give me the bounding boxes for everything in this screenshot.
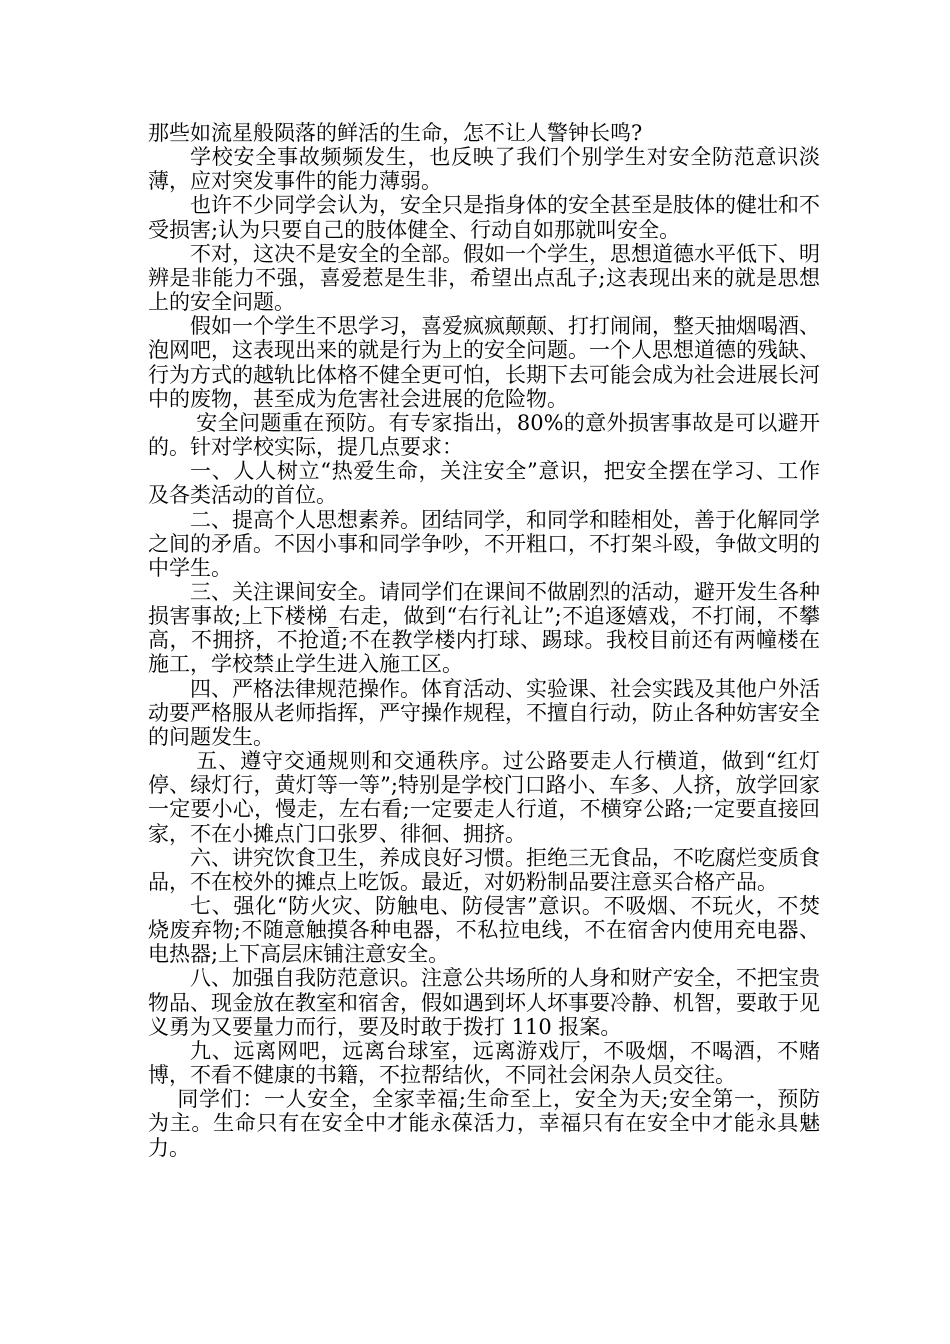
paragraph: 安全问题重在预防。有专家指出，80%的意外损害事故是可以避开的。针对学校实际，提几点要求： [148,410,820,460]
paragraph: 九、远离网吧，远离台球室，远离游戏厅，不吸烟，不喝酒，不赌博，不看不健康的书籍，不拉帮结伙，不同社会闲杂人员交往。 [148,1038,820,1088]
paragraph: 六、讲究饮食卫生，养成良好习惯。拒绝三无食品，不吃腐烂变质食品，不在校外的摊点上吃饭。最近，对奶粉制品要注意买合格产品。 [148,845,820,894]
paragraph: 一、人人树立“热爱生命，关注安全”意识，把安全摆在学习、工作及各类活动的首位。 [148,459,820,508]
paragraph: 七、强化“防火灾、防触电、防侵害”意识。不吸烟、不玩火，不焚烧废弃物;不随意触摸各种电器，不私拉电线，不在宿舍内使用充电器、电热器;上下高层床铺注意安全。 [148,894,820,967]
paragraph: 学校安全事故频频发生，也反映了我们个别学生对安全防范意识淡薄，应对突发事件的能力薄弱。 [148,145,820,194]
paragraph: 也许不少同学会认为，安全只是指身体的安全甚至是肢体的健壮和不受损害;认为只要自己的肢体健全、行动自如那就叫安全。 [148,193,820,242]
paragraph: 假如一个学生不思学习，喜爱疯疯颠颠、打打闹闹，整天抽烟喝酒、泡网吧，这表现出来的就是行为上的安全问题。一个人思想道德的残缺、行为方式的越轨比体格不健全更可怕，长期下去可能会成为社会进展长河中的废物，甚至成为危害社会进展的危险物。 [148,314,820,411]
paragraph: 不对，这决不是安全的全部。假如一个学生，思想道德水平低下、明辨是非能力不强，喜爱惹是生非，希望出点乱子;这表现出来的就是思想上的安全问题。 [148,241,820,315]
paragraph: 二、提高个人思想素养。团结同学，和同学和睦相处，善于化解同学之间的矛盾。不因小事和同学争吵，不开粗口，不打架斗殴，争做文明的中学生。 [148,507,820,580]
paragraph: 同学们：一人安全，全家幸福;生命至上，安全为天;安全第一，预防为主。生命只有在安全中才能永葆活力，幸福只有在安全中才能永具魅力。 [148,1087,820,1160]
document-body [148,121,820,1160]
paragraph: 三、关注课间安全。请同学们在课间不做剧烈的活动，避开发生各种损害事故;上下楼梯_右走，做到“右行礼让”;不追逐嬉戏，不打闹，不攀高，不拥挤，不抢道;不在教学楼内打球、踢球。我校目前还有两幢楼在施工，学校禁止学生进入施工区。 [148,579,820,677]
paragraph: 八、加强自我防范意识。注意公共场所的人身和财产安全，不把宝贵物品、现金放在教室和宿舍，假如遇到坏人坏事要冷静、机智，要敢于见义勇为又要量力而行，要及时敢于拨打 110 报案。 [148,966,820,1039]
paragraph: 那些如流星般陨落的鲜活的生命，怎不让人警钟长鸣? [148,121,643,145]
paragraph: 五、遵守交通规则和交通秩序。过公路要走人行横道，做到“红灯停、绿灯行，黄灯等一等”;特别是学校门口路小、车多、人挤，放学回家一定要小心，慢走，左右看;一定要走人行道，不横穿公路;一定要直接回家，不在小摊点门口张罗、徘徊、拥挤。 [148,749,820,846]
paragraph: 四、严格法律规范操作。体育活动、实验课、社会实践及其他户外活动要严格服从老师指挥，严守操作规程，不擅自行动，防止各种妨害安全的问题发生。 [148,676,820,749]
